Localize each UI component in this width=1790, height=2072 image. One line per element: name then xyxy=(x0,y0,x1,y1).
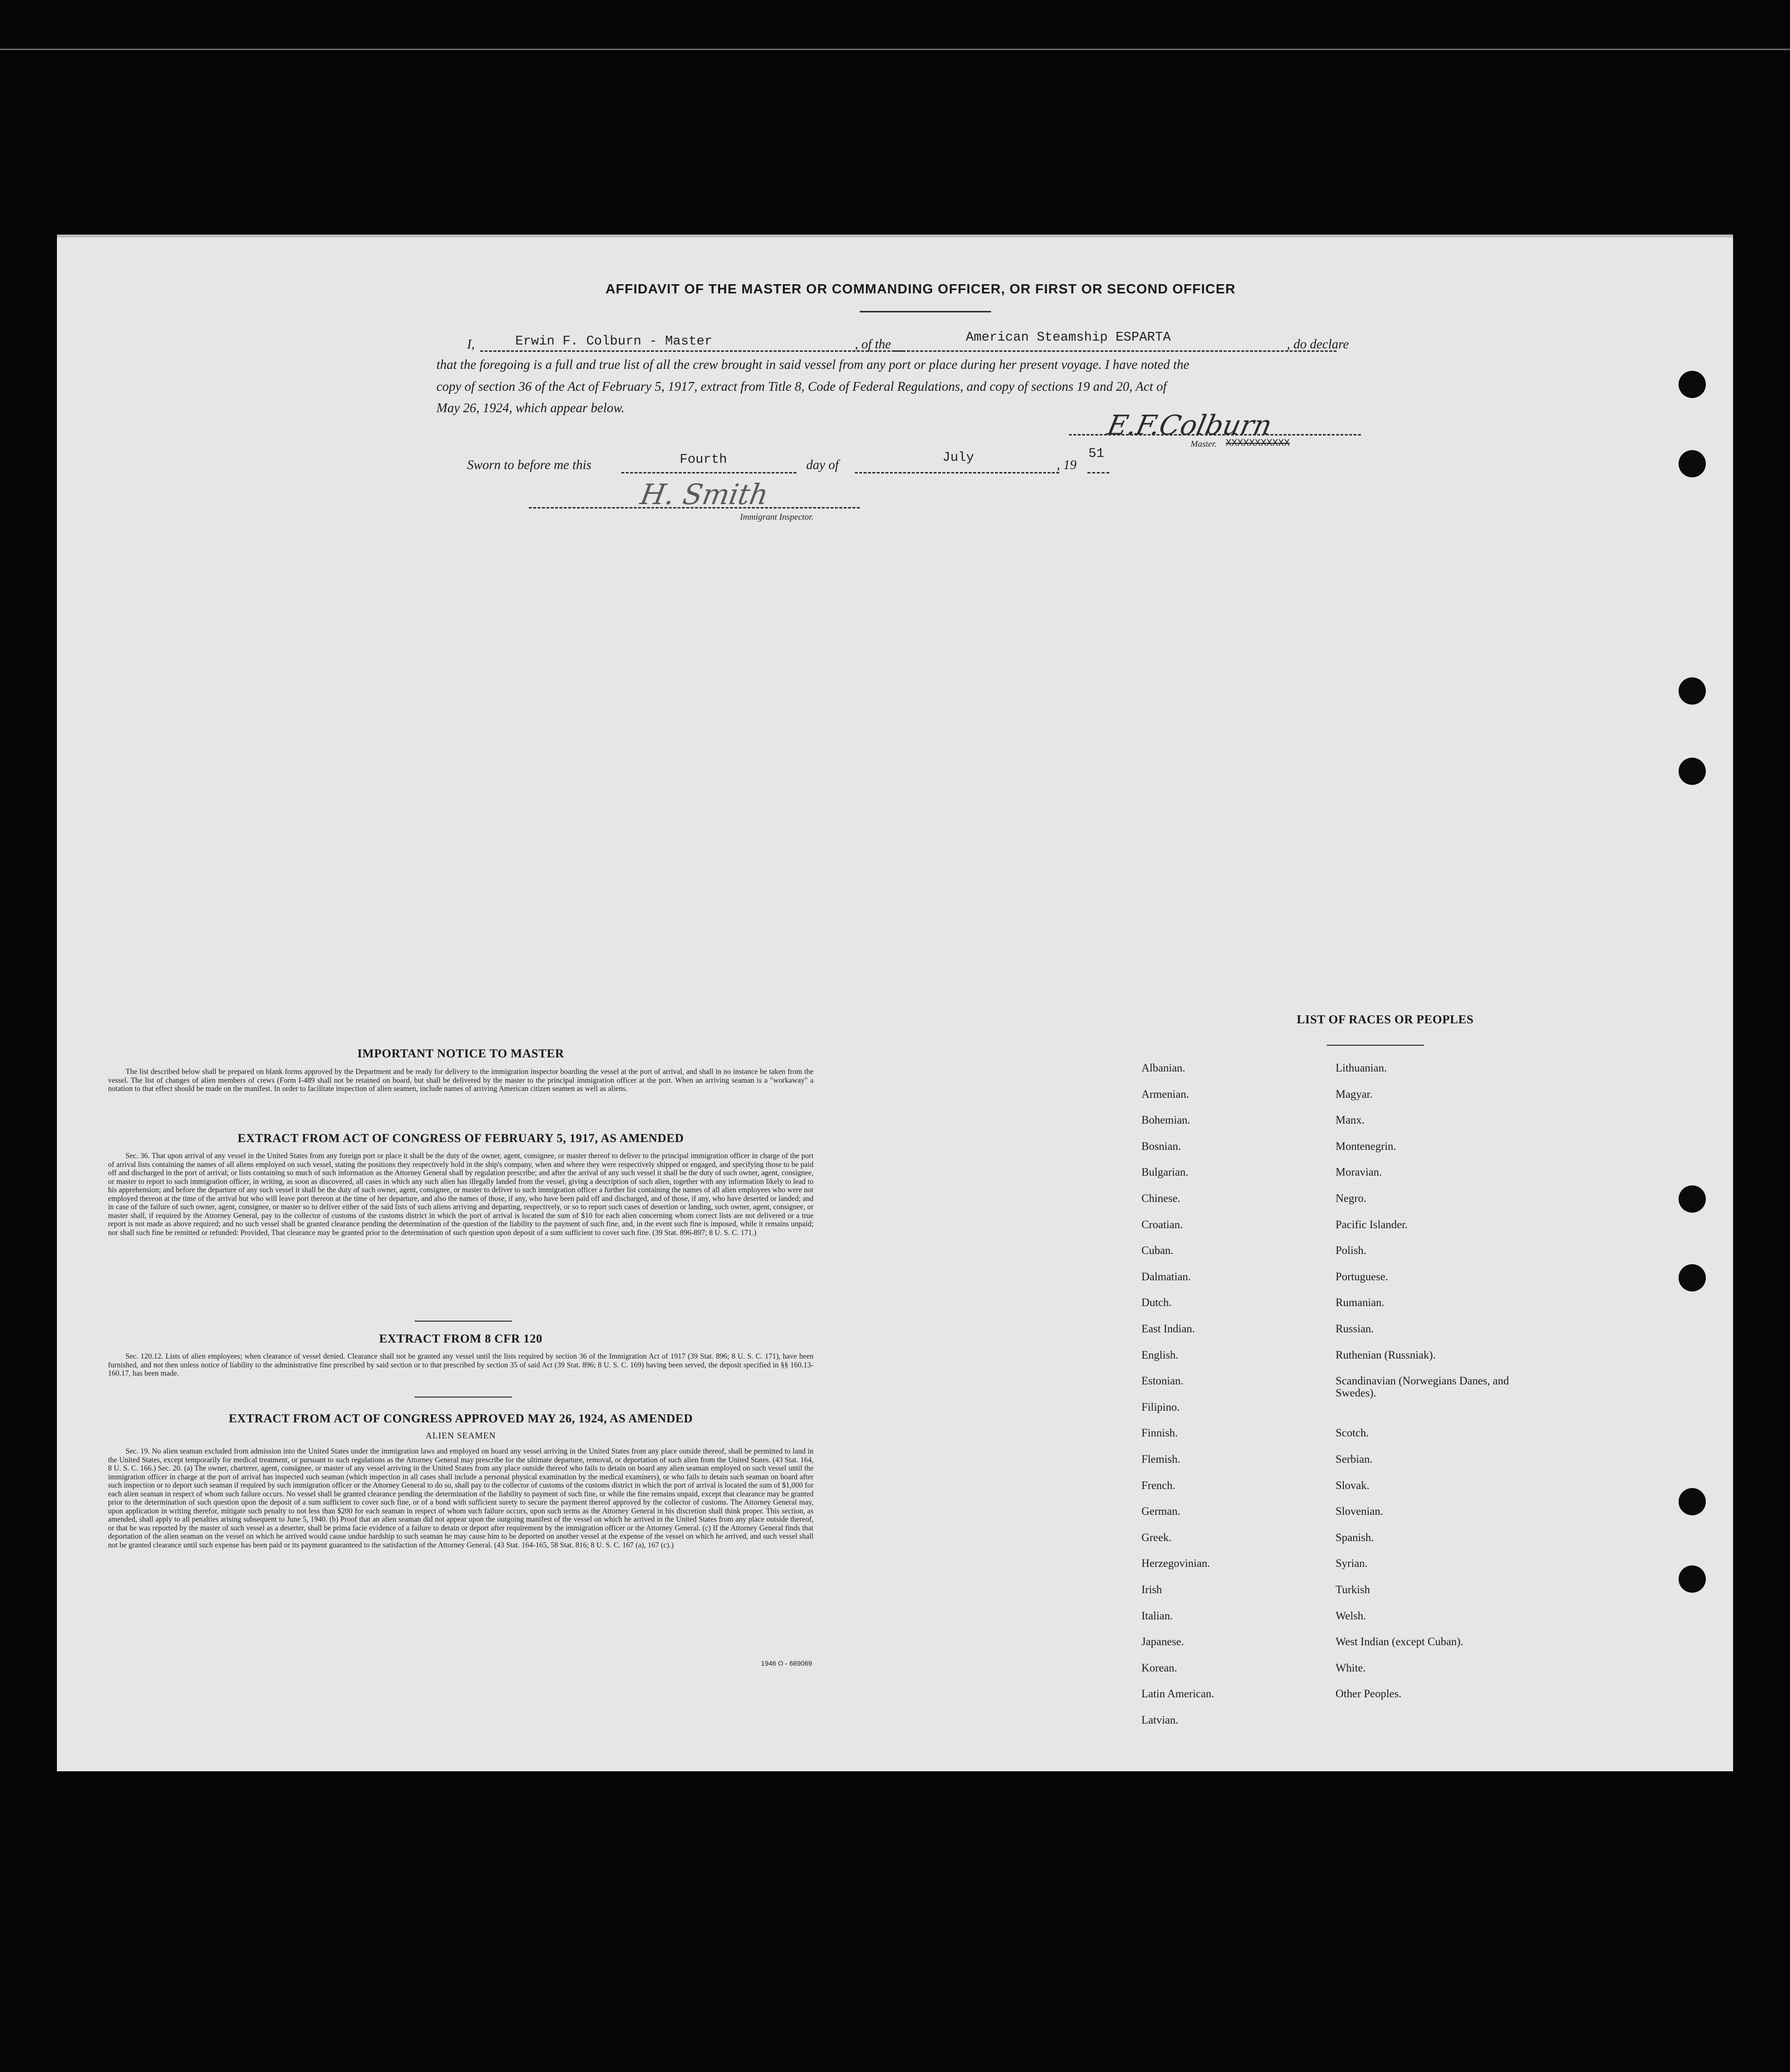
race-item: Estonian. xyxy=(1141,1375,1184,1387)
race-item: Dalmatian. xyxy=(1141,1270,1191,1283)
race-item: Negro. xyxy=(1336,1192,1367,1204)
year-suffix: 51 xyxy=(1088,447,1104,461)
race-item: Portuguese. xyxy=(1336,1270,1388,1283)
race-item: Chinese. xyxy=(1141,1192,1180,1204)
race-item: Italian. xyxy=(1141,1609,1173,1622)
year-line xyxy=(1087,472,1109,473)
sworn-month: July xyxy=(942,451,974,465)
year-prefix: , 19 xyxy=(1057,457,1077,472)
sworn-month-line xyxy=(855,472,1059,473)
race-item: Welsh. xyxy=(1336,1609,1366,1622)
affidavit-body-line3: May 26, 1924, which appear below. xyxy=(436,400,625,415)
of-the-label: , of the xyxy=(855,337,891,351)
extract-1917-text: Sec. 36. That upon arrival of any vessel in the United States from any foreign port or place it shall be the duty of the owner, agent, consignee, or master thereof to deliver to the principal immigration officer in charge of the port of arrival lists containing the names of all aliens employed on such vessel, stating the positions they respectively hold in the ship's company, when and where they were respectively shipped or engaged, and specifying those to be paid off and discharged in the port of arrival; or lists containing so much of such information as the Attorney General shall by regulation prescribe; and after the arrival of any such vessel it shall be the duty of such owner, agent, consignee, or master to report to such immigration officer, in writing, as soon as discovered, all cases in which any such alien has illegally landed from the vessel, giving a description of such alien, together with any information likely to lead to his apprehension; and before the departure of any such vessel it shall be the duty of such owner, agent, consignee, or master to deliver to such immigration officer a further list containing the names of all alien employees who were not employed thereon at the time of the arrival but who will leave port thereon at the time of her departure, and also the names of those, if any, who have been paid off and discharged, and of those, if any, who have deserted or landed; and in case of the failure of such owner, agent, consignee, or master so to deliver either of the said lists of such aliens arriving and departing, respectively, or so to report such cases of desertion or landing, such owner, agent, consignee, or master shall, if required by the Attorney General, pay to the collector of customs of the customs district in which the port of arrival is located the sum of $10 for each alien concerning whom correct lists are not delivered or a true report is not made as above required; and no such vessel shall be granted clearance pending the determination of the question of the liability to the payment of such fine, and, in the event such fine is imposed, while it remains unpaid; nor shall such fine be remitted or refunded: Provided, That clearance may be granted prior to the determination of such question upon deposit of a sum sufficient to cover such fine. (39 Stat. 896-897; 8 U. S. C. 171.) xyxy=(108,1152,814,1237)
master-signature: E.F.Colburn xyxy=(1104,410,1275,441)
race-item: Moravian. xyxy=(1336,1166,1382,1179)
race-item: Polish. xyxy=(1336,1244,1367,1257)
inspector-signature: H. Smith xyxy=(638,478,771,511)
race-item: Albanian. xyxy=(1141,1062,1186,1074)
race-item: Spanish. xyxy=(1336,1531,1374,1544)
race-item: Montenegrin. xyxy=(1336,1140,1396,1152)
inspector-label: Immigrant Inspector. xyxy=(740,512,814,522)
race-item: Bosnian. xyxy=(1141,1140,1181,1152)
race-item: Armenian. xyxy=(1141,1088,1189,1100)
document-page xyxy=(57,235,1733,1771)
binder-hole xyxy=(1679,1264,1706,1291)
master-label-struck: XXXXXXXXXXX xyxy=(1226,438,1290,449)
binder-hole xyxy=(1679,371,1706,398)
binder-hole xyxy=(1679,677,1706,705)
notice-text: The list described below shall be prepared on blank forms approved by the Department and be ready for delivery to the immigration inspector boarding the vessel at the port of arrival, and shall in no instance be taken from the vessel. The list of changes of alien members of crews (Form I-489 shall not be retained on board, but shall be delivered by the master to the principal immigration officer at the port. When an arriving seaman is a "workaway" a notation to that effect should be made on the manifest. In order to facilitate inspection of alien seamen, include names of arriving American citizen seamen as well as aliens. xyxy=(108,1068,814,1093)
race-item: Bulgarian. xyxy=(1141,1166,1189,1179)
races-heading: LIST OF RACES OR PEOPLES xyxy=(1297,1013,1474,1026)
race-item: Flemish. xyxy=(1141,1453,1180,1465)
race-item: Irish xyxy=(1141,1583,1162,1596)
race-item: Slovak. xyxy=(1336,1479,1370,1491)
officer-name-line xyxy=(480,350,904,352)
extract-8cfr-text: Sec. 120.12. Lists of alien employees; when clearance of vessel denied. Clearance shall not be granted any vessel until the lists required by section 36 of the Immigration Act of 1917 (39 Stat. 896; 8 U. S. C. 171), have been furnished, and not then unless notice of liability to the administrative fine prescribed by said section or to that prescribed by section 35 of said Act (39 Stat. 896; 8 U. S. C. 169) having been served, the deposit specified in §§ 160.13-160.17, has been made. xyxy=(108,1352,814,1378)
race-item: Slovenian. xyxy=(1336,1505,1383,1518)
extract-divider-1 xyxy=(415,1321,512,1322)
affidavit-body-line1: that the foregoing is a full and true list of all the crew brought in said vessel from any port or place during her present voyage. I have noted the xyxy=(436,357,1190,372)
master-label: Master. xyxy=(1191,439,1217,449)
page-top-edge xyxy=(57,235,1733,237)
print-code: 1946 O - 689069 xyxy=(761,1659,813,1667)
binder-hole xyxy=(1679,758,1706,785)
race-item: Pacific Islander. xyxy=(1336,1218,1408,1231)
race-item: Turkish xyxy=(1336,1583,1370,1596)
race-item: German. xyxy=(1141,1505,1180,1518)
race-item: Dutch. xyxy=(1141,1296,1172,1309)
race-item: Ruthenian (Russniak). xyxy=(1336,1348,1436,1361)
race-item: White. xyxy=(1336,1661,1366,1674)
binder-hole xyxy=(1679,1565,1706,1593)
binder-hole xyxy=(1679,1185,1706,1213)
extract-divider-2 xyxy=(415,1397,512,1398)
race-item: Japanese. xyxy=(1141,1636,1184,1648)
race-item: Syrian. xyxy=(1336,1557,1368,1570)
inspector-signature-line xyxy=(529,507,860,509)
race-item: Greek. xyxy=(1141,1531,1172,1544)
race-item: Rumanian. xyxy=(1336,1296,1385,1309)
binder-hole xyxy=(1679,450,1706,477)
race-item: Finnish. xyxy=(1141,1427,1178,1439)
races-heading-underline xyxy=(1327,1045,1424,1046)
sworn-label: Sworn to before me this xyxy=(467,457,592,472)
master-signature-line xyxy=(1069,434,1361,436)
race-item: Scandinavian (Norwegians Danes, and Swedes). xyxy=(1336,1375,1509,1400)
race-item: Latvian. xyxy=(1141,1714,1178,1726)
extract-8cfr-heading: EXTRACT FROM 8 CFR 120 xyxy=(379,1332,542,1345)
title-underline xyxy=(860,311,991,312)
race-item: Serbian. xyxy=(1336,1453,1373,1465)
race-item: West Indian (except Cuban). xyxy=(1336,1636,1464,1648)
race-item: English. xyxy=(1141,1348,1179,1361)
film-scan-line xyxy=(0,49,1790,50)
race-item: Lithuanian. xyxy=(1336,1062,1387,1074)
race-item: East Indian. xyxy=(1141,1323,1195,1335)
extract-1924-heading: EXTRACT FROM ACT OF CONGRESS APPROVED MAY 26, 1924, AS AMENDED xyxy=(229,1412,693,1425)
race-item: Scotch. xyxy=(1336,1427,1369,1439)
race-item: French. xyxy=(1141,1479,1175,1491)
sworn-day-line xyxy=(621,472,796,473)
sworn-day: Fourth xyxy=(680,453,727,467)
race-item: Croatian. xyxy=(1141,1218,1183,1231)
vessel-name-line xyxy=(894,350,1337,352)
race-item: Other Peoples. xyxy=(1336,1688,1402,1700)
race-item: Manx. xyxy=(1336,1114,1365,1127)
affidavit-title: AFFIDAVIT OF THE MASTER OR COMMANDING OFFICER, OR FIRST OR SECOND OFFICER xyxy=(605,281,1236,296)
i-label: I, xyxy=(467,337,475,351)
affidavit-body-line2: copy of section 36 of the Act of February 5, 1917, extract from Title 8, Code of Federal Regulations, and copy of sections 19 and 20, Act of xyxy=(436,379,1167,394)
extract-1917-heading: EXTRACT FROM ACT OF CONGRESS OF FEBRUARY 5, 1917, AS AMENDED xyxy=(237,1132,684,1145)
day-of-label: day of xyxy=(806,457,839,472)
race-item: Magyar. xyxy=(1336,1088,1373,1100)
race-item: Korean. xyxy=(1141,1661,1177,1674)
declare-label: , do declare xyxy=(1287,337,1349,351)
race-item: Filipino. xyxy=(1141,1400,1180,1413)
race-item: Herzegovinian. xyxy=(1141,1557,1211,1570)
vessel-name: American Steamship ESPARTA xyxy=(966,330,1171,345)
binder-hole xyxy=(1679,1488,1706,1515)
race-item: Bohemian. xyxy=(1141,1114,1191,1127)
race-item: Russian. xyxy=(1336,1323,1374,1335)
officer-name: Erwin F. Colburn - Master xyxy=(515,334,713,349)
race-item: Cuban. xyxy=(1141,1244,1174,1257)
extract-1924-text: Sec. 19. No alien seaman excluded from admission into the United States under the immigration laws and employed on board any vessel arriving in the United States from any place outside thereof, shall be permitted to land in the United States, except temporarily for medical treatment, or pursuant to such regulations as the Attorney General may prescribe for the ultimate departure, removal, or deportation of such alien from the United States. (43 Stat. 164, 8 U. S. C. 166.) Sec. 20. (a) The owner, charterer, agent, consignee, or master of any vessel arriving in the United States from any place outside thereof who fails to detain on board any alien seaman employed on such vessel until the immigration officer in charge at the port of arrival has inspected such seaman (which inspection in all cases shall include a personal physical examination by the medical examiners), or who fails to detain such seaman on board after such inspection or to deport such seaman if required by such immigration officer or the Attorney General to do so, shall pay to the collector of customs of the customs district in which the port of arrival is located the sum of $1,000 for each alien seaman in respect of whom such failure occurs. No vessel shall be granted clearance pending the determination of the liability to payment of such fine, or while the fine remains unpaid, except that clearance may be granted prior to the determination of such question upon the deposit of a sum sufficient to cover such fine, or of a bond with sufficient surety to secure the payment thereof approved by the collector of customs. The Attorney General may, upon application in writing therefor, mitigate such penalty to not less than $200 for each seaman in respect of whom such failure occurs, upon such terms as the Attorney General in his discretion shall think proper. This section, as amended, shall apply to all penalties arising subsequent to June 5, 1940. (b) Proof that an alien seaman did not appear upon the outgoing manifest of the vessel on which he arrived in the United States from any place outside thereof, or that he was reported by the master of such vessel as a deserter, shall be prima facie evidence of a failure to detain or deport after requirement by the immigration officer or the Attorney General. (c) If the Attorney General finds that deportation of the alien seaman on the vessel on which he arrived would cause undue hardship to such seaman he may cause him to be deported on another vessel at the expense of the vessel on which he arrived, and such vessel shall not be granted clearance until such expense has been paid or its payment guaranteed to the satisfaction of the Attorney General. (43 Stat. 164-165, 58 Stat. 816; 8 U. S. C. 167 (a), 167 (c).) xyxy=(108,1447,814,1549)
notice-heading: IMPORTANT NOTICE TO MASTER xyxy=(357,1047,564,1060)
extract-1924-subheading: ALIEN SEAMEN xyxy=(425,1431,496,1440)
race-item: Latin American. xyxy=(1141,1688,1214,1700)
